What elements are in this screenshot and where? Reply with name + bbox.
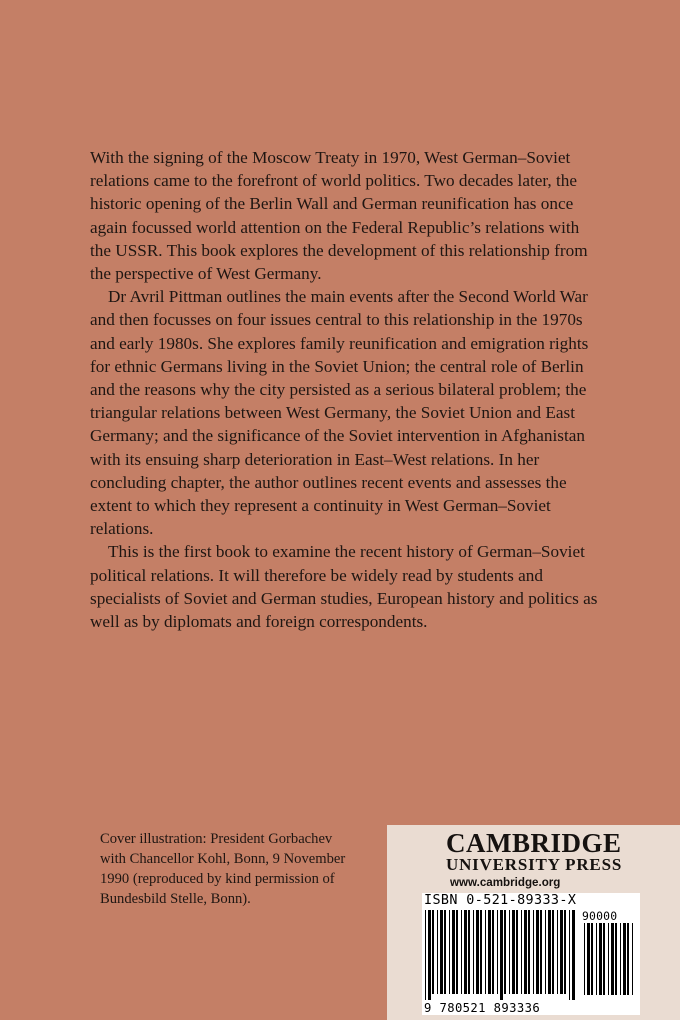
barcode-bar xyxy=(548,910,551,994)
barcode-bar xyxy=(468,910,470,994)
barcode-bar xyxy=(432,910,434,994)
barcode-bar xyxy=(620,923,621,995)
barcode-bar xyxy=(425,910,426,1000)
barcode-bar xyxy=(492,910,494,994)
barcode-bar xyxy=(584,923,585,995)
barcode-bar xyxy=(557,910,558,994)
barcode-bar xyxy=(516,910,518,994)
barcode-addon-bars xyxy=(584,923,636,1003)
blurb-paragraph-2: Dr Avril Pittman outlines the main events after the Second World War and then focusses on four issues central to this relationship in the 1970s and early 1980s. She explores family reunification and emigration rights for ethnic Germans living in the Soviet Union; the central role of Berlin and the reasons why the city persisted as a serious bilateral problem; the triangular relations between West Germany, the Soviet Union and East Germany; and the significance of the Soviet intervention in Afghanistan with its ensuing sharp deterioration in East–West relations. In her concluding chapter, the author outlines recent events and assesses the extent to which they represent a continuity in West German–Soviet relations. xyxy=(90,287,589,539)
barcode-bar xyxy=(536,910,539,994)
publisher-name: CAMBRIDGE xyxy=(446,828,622,858)
barcode-bar xyxy=(461,910,462,994)
barcode-bar xyxy=(615,923,617,995)
barcode-bar xyxy=(540,910,542,994)
barcode-bar xyxy=(528,910,530,994)
publisher-subtitle: UNIVERSITY PRESS xyxy=(446,855,623,874)
barcode-bar xyxy=(611,923,614,995)
barcode-bar xyxy=(512,910,515,994)
barcode-bar xyxy=(587,923,590,995)
barcode-bar xyxy=(504,910,506,994)
barcode-bar xyxy=(428,910,431,1000)
barcode-bar xyxy=(623,923,626,995)
barcode-bar xyxy=(521,910,522,994)
barcode-bar xyxy=(473,910,474,994)
barcode-bar xyxy=(509,910,510,994)
barcode-bar xyxy=(627,923,629,995)
barcode-bar xyxy=(603,923,605,995)
barcode-bar xyxy=(599,923,602,995)
barcode-bars xyxy=(425,910,575,1000)
barcode-bar xyxy=(632,923,633,995)
barcode-bar xyxy=(476,910,479,994)
barcode-bar xyxy=(608,923,609,995)
barcode-bar xyxy=(480,910,482,994)
cover-illustration-caption: Cover illustration: President Gorbachev with Chancellor Kohl, Bonn, 9 November 1990 (reproduced by kind permission of Bundesbild Stelle, Bonn). xyxy=(100,831,346,907)
barcode-bar xyxy=(464,910,467,994)
barcode-bar xyxy=(488,910,491,994)
barcode-bar xyxy=(596,923,597,995)
barcode-bar xyxy=(485,910,486,994)
publisher-url: www.cambridge.org xyxy=(450,876,561,889)
barcode-bar xyxy=(444,910,446,994)
ean-number: 9 780521 893336 xyxy=(424,1001,541,1015)
blurb-paragraph-3: This is the first book to examine the recent history of German–Soviet political relations. It will therefore be widely read by students and specialists of Soviet and German studies, European history and politics as well as by diplomats and foreign correspondents. xyxy=(90,542,598,632)
barcode-bar xyxy=(497,910,498,994)
barcode-bar xyxy=(524,910,527,994)
barcode-bar xyxy=(560,910,563,994)
barcode-bar xyxy=(533,910,534,994)
barcode-bar xyxy=(452,910,455,994)
isbn-number: ISBN 0-521-89333-X xyxy=(424,893,577,908)
barcode-bar xyxy=(449,910,450,994)
barcode-bar xyxy=(456,910,458,994)
barcode-bar xyxy=(500,910,503,1000)
price-code: 90000 xyxy=(582,909,618,923)
barcode-bar xyxy=(569,910,570,1000)
barcode-bar xyxy=(440,910,443,994)
barcode-bar xyxy=(545,910,546,994)
barcode-bar xyxy=(572,910,575,1000)
blurb xyxy=(90,146,600,633)
barcode-bar xyxy=(552,910,554,994)
barcode-bar xyxy=(591,923,593,995)
barcode-bar xyxy=(564,910,566,994)
barcode-bar xyxy=(437,910,438,994)
blurb-paragraph-1: With the signing of the Moscow Treaty in 1970, West German–Soviet relations came to the forefront of world politics. Two decades later, the historic opening of the Berlin Wall and German reunification has once again focussed world attention on the Federal Republic’s relations with the USSR. This book explores the development of this relationship from the perspective of West Germany. xyxy=(90,148,588,284)
